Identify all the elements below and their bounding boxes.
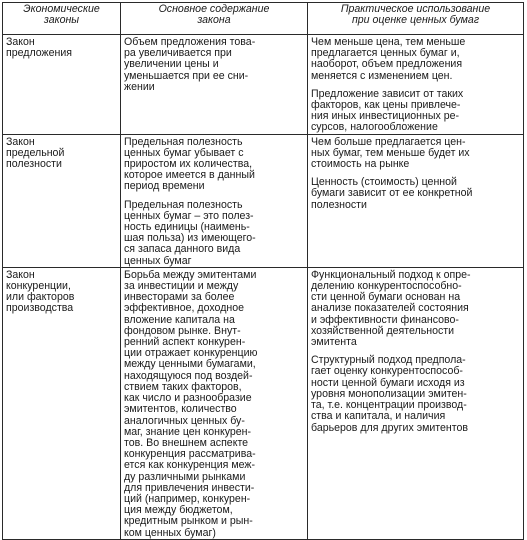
- usage-paragraph: Структурный подход предпола- гает оценку конкурентоспособ- ности ценной бумаги исходя из уровня монополизации эмитен- та, т.е. концентрации производ- ства и капитала, и наличия барьеров для других эмитентов: [311, 354, 469, 434]
- document-page: [2, 2, 523, 539]
- header-content: Основное содержание закона: [121, 3, 308, 35]
- law-content: [121, 35, 308, 135]
- usage-paragraph: Функциональный подход к опре- делению конкурентоспособно- сти ценной бумаги основан на анализе показателей состояния и эффективности финансово- хозяйственной деятельности эмитента: [311, 268, 471, 349]
- table-row: [3, 134, 524, 267]
- usage-paragraph: Чем меньше цена, тем меньше предлагается ценных бумаг и, наоборот, объем предложения меняется с изменением цен.: [311, 36, 466, 82]
- law-name: Закон конкуренции, или факторов производства: [3, 267, 121, 539]
- law-name: Закон предложения: [3, 35, 121, 135]
- content-paragraph: Объем предложения това- ра увеличивается при увеличении цены и уменьшается при ее сни- жении: [124, 36, 256, 93]
- table-header-row: [3, 3, 524, 35]
- economic-laws-table: [2, 2, 524, 540]
- law-usage: [308, 35, 524, 135]
- header-usage: Практическое использование при оценке ценных бумаг: [308, 3, 524, 35]
- content-paragraph: Предельная полезность ценных бумаг убывает с приростом их количества, которое имеется в данный период времени: [124, 135, 255, 193]
- header-laws: Экономические законы: [3, 3, 121, 35]
- usage-paragraph: Ценность (стоимость) ценной бумаги зависит от ее конкретной полезности: [311, 176, 473, 211]
- table-row: [3, 267, 524, 539]
- law-content: [121, 134, 308, 267]
- law-usage: [308, 134, 524, 267]
- content-paragraph: Предельная полезность ценных бумаг – это полез- ность единицы (наимень- шая польза) из имеющего- ся запаса данного вида ценных бумаг: [124, 198, 256, 267]
- table-row: [3, 35, 524, 135]
- usage-paragraph: Предложение зависит от таких факторов, как цены привлече- ния иных инвестиционных ре- сурсов, налогообложение: [311, 87, 464, 134]
- law-usage: [308, 267, 524, 539]
- law-content: [121, 267, 308, 539]
- usage-paragraph: Чем больше предлагается цен- ных бумаг, тем меньше будет их стоимость на рынке: [311, 135, 470, 171]
- content-paragraph: Борьба между эмитентами за инвестиции и между инвесторами за более эффективное, доходное вложение капитала на фондовом рынке. Внут- ренний аспект конкурен- ции отражает конкуренцию между ценными бумагами, находящуюся под воздей- ствием таких факторов, как число и разнообразие эмитентов, количество аналогичных ценных бу- маг, знание цен конкурен- тов. Во внешнем аспекте конкуренция рассматрива- ется как конкуренция меж- ду различными рынками для привлечения инвести- ций (например, конкурен- ция между бюджетом, кредитным рынком и рын- ком ценных бумаг): [124, 268, 258, 539]
- law-name: Закон предельной полезности: [3, 134, 121, 267]
